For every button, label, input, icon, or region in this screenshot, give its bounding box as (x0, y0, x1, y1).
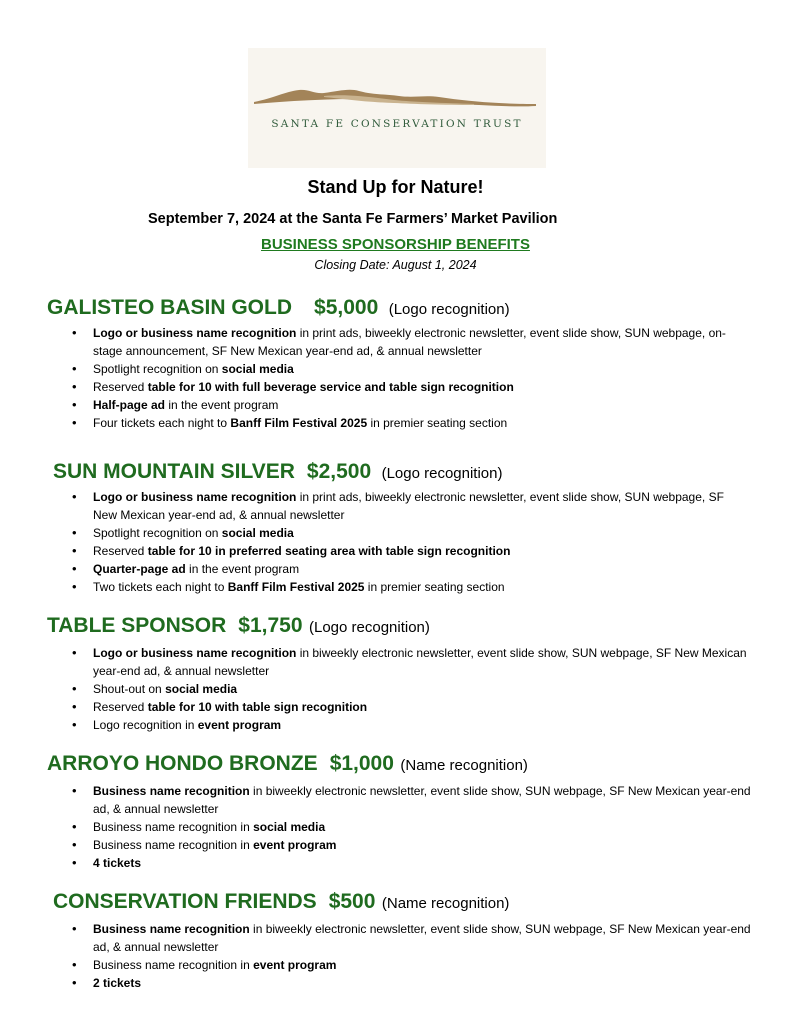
benefit-list (0, 920, 791, 992)
benefit-item (0, 542, 791, 560)
benefit-text: in biweekly electronic newsletter, event slide show, SUN webpage, SF New Mexican year-end ad, & annual newsletter (93, 922, 751, 954)
tier-recognition: (Name recognition) (381, 895, 510, 912)
benefit-item (0, 818, 791, 836)
mountain-logo-icon (254, 82, 536, 122)
benefit-item (0, 560, 791, 578)
benefit-bold-text: table for 10 with table sign recognition (147, 700, 368, 714)
tier-heading (0, 460, 791, 484)
benefit-item (0, 782, 791, 818)
tier-recognition: (Name recognition) (400, 757, 528, 774)
benefit-item (0, 396, 791, 414)
benefit-text: in print ads, biweekly electronic newsletter, event slide show, SUN webpage, on-stage announcement, SF New Mexican year-end ad, & annual newsletter (93, 326, 726, 358)
benefit-text: in premier seating section (367, 416, 508, 430)
benefit-bold-text: Quarter-page ad (93, 562, 186, 576)
benefit-list (0, 644, 791, 734)
benefit-item (0, 854, 791, 872)
benefit-bold-text: event program (253, 958, 337, 972)
tier-amount: $500 (328, 890, 376, 913)
benefit-text: Reserved (93, 700, 148, 714)
tier-amount: $2,500 (306, 460, 372, 483)
benefit-bold-text: Logo or business name recognition (93, 646, 297, 660)
benefit-text: Reserved (93, 544, 148, 558)
benefit-item (0, 680, 791, 698)
tier-recognition: (Logo recognition) (388, 301, 510, 318)
tier-heading (0, 614, 791, 638)
benefit-text: in print ads, biweekly electronic newsletter, event slide show, SUN webpage, SF New Mexican year-end ad, & annual newsletter (93, 490, 724, 522)
benefit-bold-text: table for 10 in preferred seating area with table sign recognition (147, 544, 511, 558)
benefit-bold-text: social media (253, 820, 326, 834)
benefit-list (0, 488, 791, 596)
tier-silver (0, 460, 791, 596)
benefit-bold-text: event program (197, 718, 282, 732)
tier-amount: $1,000 (329, 752, 394, 775)
benefit-text: in biweekly electronic newsletter, event slide show, SUN webpage, SF New Mexican year-end ad, & annual newsletter (93, 646, 747, 678)
benefit-item (0, 488, 791, 524)
tier-bronze (0, 752, 791, 872)
benefit-item (0, 698, 791, 716)
benefit-bold-text: 4 tickets (93, 856, 142, 870)
benefit-item (0, 836, 791, 854)
tier-table-sponsor (0, 614, 791, 734)
benefit-bold-text: social media (221, 526, 294, 540)
benefit-item (0, 524, 791, 542)
tier-heading (0, 752, 791, 776)
benefit-text: in premier seating section (364, 580, 505, 594)
tier-gold (0, 296, 791, 432)
benefit-item (0, 716, 791, 734)
benefit-text: Spotlight recognition on (93, 526, 222, 540)
logo-text: SANTA FE CONSERVATION TRUST (271, 118, 523, 130)
tier-name: TABLE SPONSOR (47, 614, 227, 637)
event-title: Stand Up for Nature! (307, 177, 484, 197)
benefit-text: in biweekly electronic newsletter, event slide show, SUN webpage, SF New Mexican year-end ad, & annual newsletter (93, 784, 751, 816)
benefit-bold-text: Business name recognition (93, 784, 250, 798)
tier-name: CONSERVATION FRIENDS (53, 890, 317, 913)
tier-friends (0, 890, 791, 992)
benefit-bold-text: Logo or business name recognition (93, 326, 297, 340)
benefit-item (0, 578, 791, 596)
benefit-bold-text: Half-page ad (93, 398, 166, 412)
logo (248, 48, 546, 168)
benefit-item (0, 414, 791, 432)
benefit-item (0, 644, 791, 680)
benefit-bold-text: Banff Film Festival 2025 (227, 580, 365, 594)
tier-heading (0, 890, 791, 914)
benefit-bold-text: event program (253, 838, 337, 852)
benefit-text: Logo recognition in (93, 718, 198, 732)
benefit-item (0, 956, 791, 974)
tier-name: ARROYO HONDO BRONZE (47, 752, 318, 775)
benefit-item (0, 360, 791, 378)
benefit-bold-text: social media (165, 682, 238, 696)
tier-recognition: (Logo recognition) (308, 619, 430, 636)
closing-date: Closing Date: August 1, 2024 (314, 258, 477, 272)
benefit-bold-text: 2 tickets (93, 976, 142, 990)
benefit-item (0, 378, 791, 396)
benefit-item (0, 324, 791, 360)
benefit-bold-text: social media (221, 362, 294, 376)
benefit-text: Business name recognition in (93, 820, 254, 834)
benefit-text: in the event program (185, 562, 300, 576)
tier-amount: $5,000 (314, 296, 379, 319)
benefit-bold-text: Business name recognition (93, 922, 250, 936)
benefits-heading: BUSINESS SPONSORSHIP BENEFITS (261, 236, 530, 253)
benefit-item (0, 974, 791, 992)
benefit-text: in the event program (165, 398, 279, 412)
benefit-bold-text: Logo or business name recognition (93, 490, 297, 504)
benefit-bold-text: table for 10 with full beverage service and table sign recognition (147, 380, 514, 394)
benefit-bold-text: Banff Film Festival 2025 (230, 416, 368, 430)
benefit-text: Four tickets each night to (93, 416, 231, 430)
benefit-item (0, 920, 791, 956)
benefit-text: Business name recognition in (93, 838, 254, 852)
benefit-text: Two tickets each night to (93, 580, 228, 594)
tier-amount: $1,750 (238, 614, 303, 637)
benefit-list (0, 782, 791, 872)
tier-recognition: (Logo recognition) (381, 465, 503, 482)
benefit-list (0, 324, 791, 432)
benefit-text: Reserved (93, 380, 148, 394)
benefit-text: Spotlight recognition on (93, 362, 222, 376)
benefit-text: Shout-out on (93, 682, 166, 696)
tier-name: GALISTEO BASIN GOLD (47, 296, 293, 319)
benefit-text: Business name recognition in (93, 958, 254, 972)
tier-name: SUN MOUNTAIN SILVER (53, 460, 295, 483)
event-date-line: September 7, 2024 at the Santa Fe Farmers’ Market Pavilion (148, 211, 558, 227)
tier-heading (0, 296, 791, 320)
